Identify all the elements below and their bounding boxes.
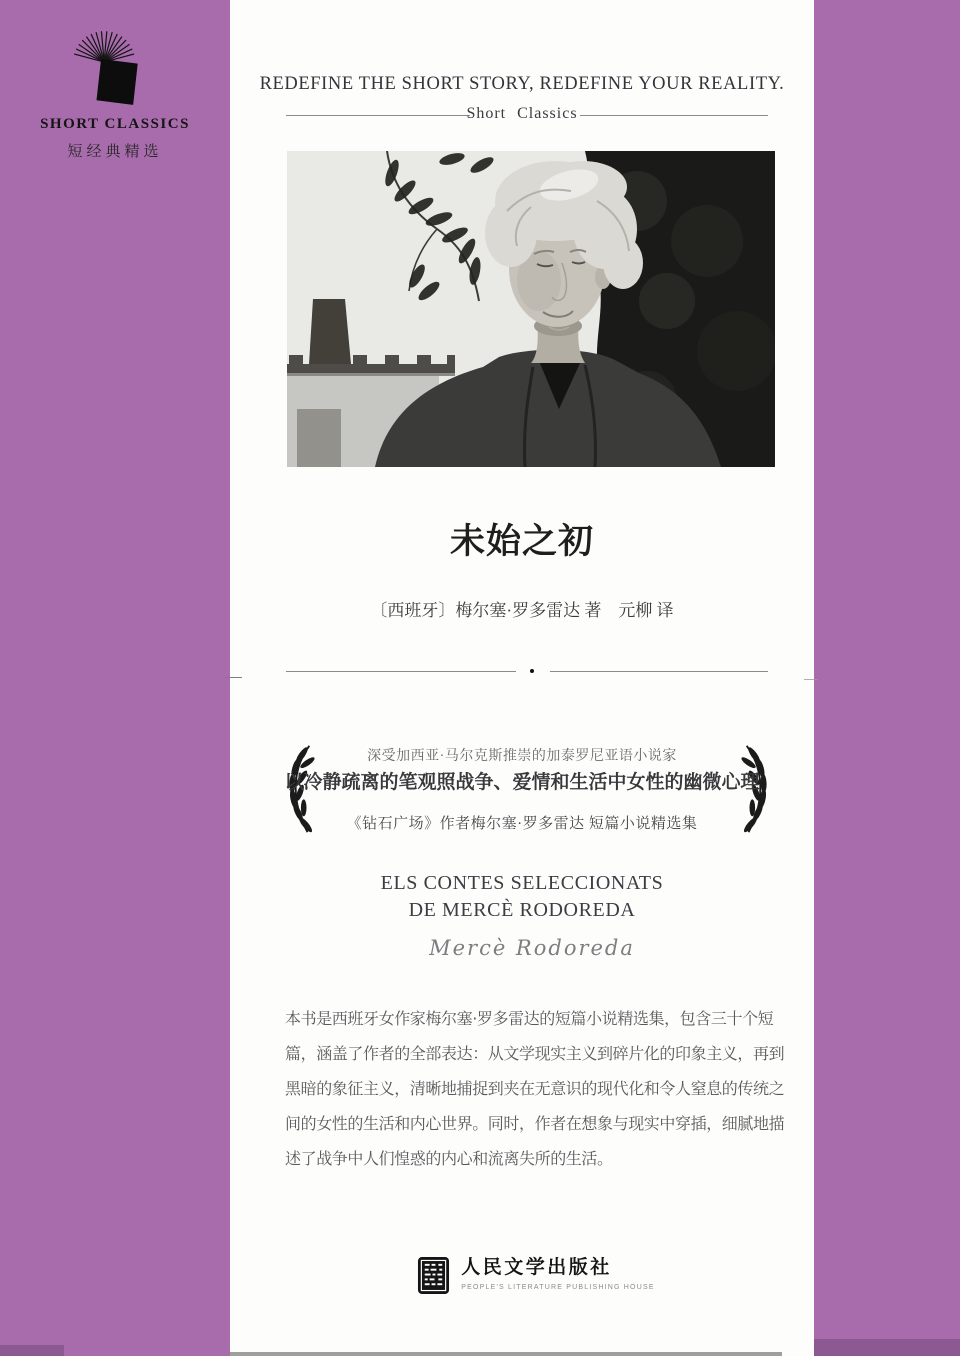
cover-panel (230, 0, 814, 1356)
brand-logo (0, 30, 230, 161)
original-title-line-2: DE MERCÈ RODOREDA (408, 899, 636, 921)
publisher-seal-icon (417, 1256, 450, 1295)
publisher-name-en: PEOPLE'S LITERATURE PUBLISHING HOUSE (461, 1284, 655, 1291)
brand-subtitle: 短经典精选 (67, 143, 163, 160)
divider-dot (530, 669, 534, 673)
portrait-illustration (287, 151, 775, 467)
left-edge-tick-mark (226, 677, 242, 678)
right-edge-tick-mark (804, 679, 818, 680)
synopsis-line: 间的女性的生活和内心世界。同时，作者在想象与现实中穿插，细腻地描 (285, 1114, 785, 1133)
divider-rule-left (286, 671, 516, 672)
divider-rule-right (550, 671, 768, 672)
right-purple-band (814, 0, 960, 1356)
tagline: REDEFINE THE SHORT STORY, REDEFINE YOUR REALITY. (259, 74, 785, 94)
original-title-line-1: ELS CONTES SELECCIONATS (380, 872, 664, 894)
publisher-name-cn: 人民文学出版社 (461, 1257, 612, 1278)
left-purple-band (0, 0, 230, 1356)
synopsis-line: 本书是西班牙女作家梅尔塞·罗多雷达的短篇小说精选集，包含三十个短 (285, 1009, 774, 1028)
right-band-bottom-shade (814, 1339, 960, 1356)
publisher-logo (244, 1256, 828, 1295)
synopsis-line: 篇，涵盖了作者的全部表达：从文学现实主义到碎片化的印象主义，再到 (285, 1044, 785, 1063)
accolade-line-3: 《钻石广场》作者梅尔塞·罗多雷达 短篇小说精选集 (346, 816, 698, 832)
panel-bottom-edge (230, 1352, 782, 1356)
book-title: 未始之初 (449, 522, 594, 561)
left-band-bottom-shade (0, 1345, 64, 1356)
synopsis-line: 黑暗的象征主义，清晰地捕捉到夹在无意识的现代化和令人窒息的传统之 (285, 1079, 785, 1098)
author-photo (287, 151, 775, 467)
series-rule-right (580, 115, 768, 116)
series-label: Short Classics (466, 105, 578, 122)
accolade-line-2: 以冷静疏离的笔观照战争、爱情和生活中女性的幽微心理 (284, 772, 760, 793)
synopsis-line: 述了战争中人们惶惑的内心和流离失所的生活。 (285, 1149, 613, 1168)
brand-title: SHORT CLASSICS (40, 116, 190, 132)
synopsis (285, 1000, 785, 1175)
accolade-line-1: 深受加西亚·马尔克斯推崇的加泰罗尼亚语小说家 (367, 749, 677, 764)
book-byline: 〔西班牙〕梅尔塞·罗多雷达 著 元柳 译 (370, 601, 674, 620)
author-signature: Mercè Rodoreda (429, 936, 635, 960)
fanned-book-icon (69, 30, 161, 114)
